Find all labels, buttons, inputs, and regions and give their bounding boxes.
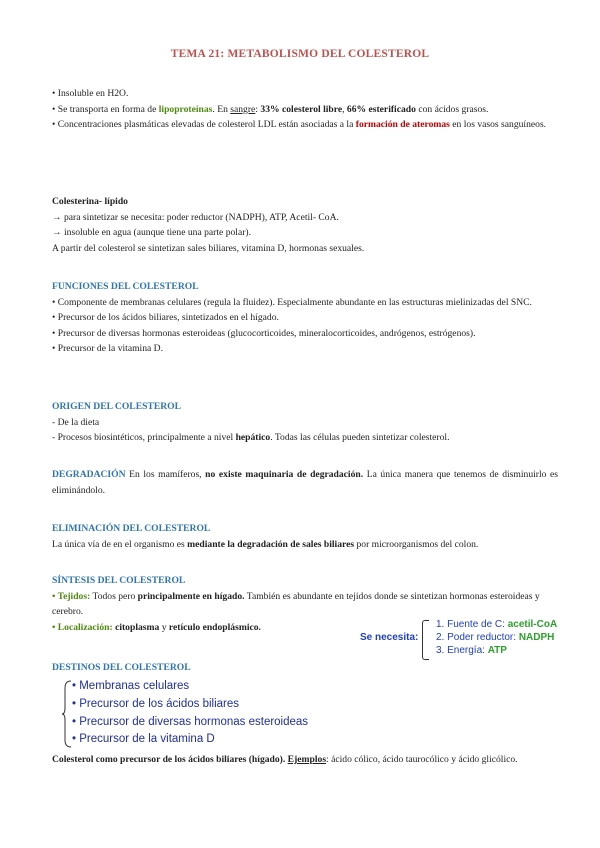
text: y xyxy=(159,621,169,633)
page-title: TEMA 21: METABOLISMO DEL COLESTEROL xyxy=(170,48,430,60)
need-item xyxy=(436,618,557,631)
eliminacion-bold: mediante la degradación de sales biliares xyxy=(187,538,355,550)
degradacion-bold: no existe maquinaria de degradación. xyxy=(205,469,364,480)
tejidos-label: • Tejidos: xyxy=(52,590,91,602)
funciones-item-2: • Precursor de los ácidos biliares, sintetizados en el hígado. xyxy=(52,312,279,323)
curly-brace-icon xyxy=(62,680,72,748)
esterificado-text: 66% esterificado xyxy=(346,103,416,115)
ateromas-text: formación de ateromas xyxy=(355,119,450,130)
origen-heading: ORIGEN DEL COLESTEROL xyxy=(52,401,182,412)
se-necesita-list xyxy=(436,618,557,657)
ejemplos-text: Ejemplos xyxy=(287,754,327,765)
text: : ácido cólico, ácido taurocólico y ácido glicólico. xyxy=(326,754,518,765)
tejidos-bold: principalmente en hígado. xyxy=(137,590,245,602)
need-item xyxy=(436,644,557,657)
lipido-line-2: → insoluble en agua (aunque tiene una parte polar). xyxy=(52,227,251,238)
eliminacion-heading: ELIMINACIÓN DEL COLESTEROL xyxy=(52,523,211,534)
destino-item: • Membranas celulares xyxy=(72,680,190,692)
intro-bullet-2 xyxy=(52,102,558,118)
sangre-text: sangre xyxy=(230,103,256,115)
origen-section xyxy=(52,399,558,446)
text: En los mamíferos, xyxy=(125,469,206,480)
text: También es abundante en tejidos donde se sintetizan hormonas esteroideas y cerebro. xyxy=(52,590,540,617)
citoplasma-text: citoplasma xyxy=(115,621,160,633)
text: por microorganismos del colon. xyxy=(354,538,479,550)
text: La única vía de en el organismo es xyxy=(52,538,188,550)
precursor-bold: Colesterol como precursor de los ácidos biliares (hígado). xyxy=(52,754,286,765)
bracket-icon xyxy=(422,620,429,660)
funciones-item-3: • Precursor de diversas hormonas esteroideas (glucocorticoides, mineralocorticoides, andrógenos, estrógenos). xyxy=(52,327,476,339)
degradacion-section xyxy=(52,467,558,498)
text: Todos pero xyxy=(90,590,138,602)
text: . Todas las células pueden sintetizar colesterol. xyxy=(270,432,450,443)
intro-section xyxy=(52,86,558,133)
destino-item: • Precursor de los ácidos biliares xyxy=(72,697,240,710)
intro-bullet-1: • Insoluble en H2O. xyxy=(52,88,129,99)
text: • Se transporta en forma de xyxy=(52,103,159,115)
text: 3. Energía: xyxy=(436,645,488,656)
text: • Concentraciones plasmáticas elevadas de colesterol LDL están asociadas a la xyxy=(52,119,356,130)
funciones-item-4: • Precursor de la vitamina D. xyxy=(52,343,163,354)
destino-item: • Precursor de la vitamina D xyxy=(72,733,215,746)
libre-text: 33% colesterol libre xyxy=(260,103,343,115)
precursor-section xyxy=(52,752,558,768)
text: 1. Fuente de C: xyxy=(436,619,508,630)
text: . En xyxy=(212,103,231,115)
lipido-section xyxy=(52,194,558,256)
funciones-heading: FUNCIONES DEL COLESTEROL xyxy=(52,281,199,292)
highlight: acetil-CoA xyxy=(507,619,558,630)
sintesis-heading: SÍNTESIS DEL COLESTEROL xyxy=(52,575,186,586)
highlight: ATP xyxy=(487,645,507,656)
eliminacion-paragraph xyxy=(52,537,558,553)
text: - Procesos biosintéticos, principalmente a nivel xyxy=(52,432,236,443)
destinos-list xyxy=(72,678,308,749)
sintesis-tejidos xyxy=(52,589,558,620)
text: : xyxy=(255,103,261,115)
localizacion-label: • Localización: xyxy=(52,621,113,633)
hepatico-text: hepático xyxy=(235,432,271,443)
funciones-item-1: • Componente de membranas celulares (regula la fluidez). Especialmente abundante en las estructuras mielinizadas del SNC. xyxy=(52,296,532,308)
origen-line-1: - De la dieta xyxy=(52,416,100,428)
lipoproteinas-text: lipoproteínas xyxy=(158,103,213,115)
text: en los vasos sanguíneos. xyxy=(449,119,547,130)
text: 2. Poder reductor: xyxy=(436,632,519,643)
destino-item: • Precursor de diversas hormonas esteroideas xyxy=(72,715,309,728)
reticulo-text: retículo endoplásmico. xyxy=(168,621,261,633)
intro-bullet-3 xyxy=(52,117,558,133)
funciones-section xyxy=(52,279,558,357)
destinos-heading: DESTINOS DEL COLESTEROL xyxy=(52,662,191,673)
origen-line-2 xyxy=(52,430,558,446)
degradacion-heading: DEGRADACIÓN xyxy=(52,469,126,480)
text: con ácidos grasos. xyxy=(415,103,489,115)
se-necesita-label: Se necesita: xyxy=(360,632,419,643)
precursor-paragraph xyxy=(52,752,558,768)
lipido-line-1: → para sintetizar se necesita: poder reductor (NADPH), ATP, Acetil- CoA. xyxy=(52,211,339,223)
text: La única manera que tenemos de disminuirlo es eliminándolo. xyxy=(52,469,559,496)
lipido-line-3: A partir del colesterol se sintetizan sales biliares, vitamina D, hormonas sexuales. xyxy=(52,242,365,254)
destinos-section xyxy=(52,660,558,676)
highlight: NADPH xyxy=(518,632,555,643)
degradacion-paragraph xyxy=(52,467,558,498)
lipido-heading: Colesterina- lípido xyxy=(52,196,128,207)
text: , xyxy=(342,103,347,115)
eliminacion-section xyxy=(52,521,558,552)
need-item xyxy=(436,631,557,644)
